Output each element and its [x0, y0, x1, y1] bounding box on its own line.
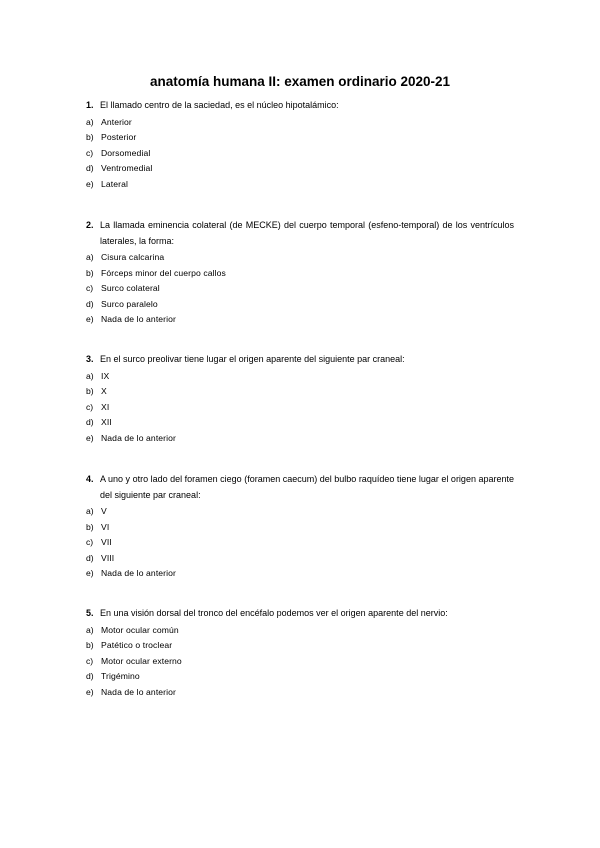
option-letter: b)	[86, 386, 94, 397]
option-text: XII	[101, 417, 112, 428]
option-c	[86, 400, 514, 416]
question-number: 5.	[86, 608, 94, 618]
option-letter: c)	[86, 401, 94, 412]
option-letter: b)	[86, 521, 94, 532]
question-stem	[86, 98, 514, 114]
option-letter: c)	[86, 283, 94, 294]
question-text: La llamada eminencia colateral (de MECKE) del cuerpo temporal (esfeno-temporal) de los ventrículos laterales, la forma:	[100, 220, 514, 246]
option-text: VIII	[101, 552, 115, 563]
option-b	[86, 266, 514, 282]
option-c	[86, 146, 514, 162]
question-2	[86, 218, 514, 328]
options-list	[86, 369, 514, 447]
option-text: Surco paralelo	[101, 298, 158, 309]
question-stem	[86, 352, 514, 368]
option-text: Cisura calcarina	[101, 252, 165, 262]
options-list	[86, 250, 514, 328]
option-text: Nada de lo anterior	[101, 314, 176, 325]
option-letter: a)	[86, 116, 94, 127]
option-letter: c)	[86, 655, 94, 666]
option-c	[86, 281, 514, 297]
option-letter: d)	[86, 163, 94, 174]
option-letter: c)	[86, 537, 94, 548]
option-text: Anterior	[101, 116, 132, 127]
question-5	[86, 606, 514, 700]
option-text: Motor ocular común	[101, 624, 179, 635]
option-a	[86, 115, 514, 131]
option-b	[86, 638, 514, 654]
option-text: Nada de lo anterior	[101, 432, 176, 443]
option-text: Nada de lo anterior	[101, 686, 176, 697]
option-letter: e)	[86, 568, 94, 579]
option-d	[86, 551, 514, 567]
option-a	[86, 504, 514, 520]
option-e	[86, 177, 514, 193]
option-letter: d)	[86, 552, 94, 563]
options-list	[86, 504, 514, 582]
option-letter: b)	[86, 267, 94, 278]
option-text: Nada de lo anterior	[101, 568, 176, 579]
question-number: 4.	[86, 474, 94, 484]
option-text: Motor ocular externo	[101, 655, 182, 666]
option-text: Fórceps minor del cuerpo callos	[101, 267, 226, 278]
option-text: Trigémino	[101, 671, 140, 682]
question-1	[86, 98, 514, 192]
option-text: Lateral	[101, 178, 128, 189]
question-stem	[86, 218, 514, 249]
option-b	[86, 384, 514, 400]
option-e	[86, 431, 514, 447]
option-b	[86, 520, 514, 536]
option-text: VII	[101, 537, 112, 548]
option-letter: d)	[86, 671, 94, 682]
option-d	[86, 161, 514, 177]
question-text: En una visión dorsal del tronco del encéfalo podemos ver el origen aparente del nervio:	[100, 608, 448, 618]
options-list	[86, 115, 514, 193]
option-c	[86, 535, 514, 551]
question-number: 3.	[86, 354, 94, 364]
option-letter: d)	[86, 417, 94, 428]
option-text: Patético o troclear	[101, 640, 173, 651]
option-text: Surco colateral	[101, 283, 160, 294]
option-text: VI	[101, 521, 110, 532]
option-a	[86, 623, 514, 639]
question-4	[86, 472, 514, 582]
option-d	[86, 669, 514, 685]
option-letter: b)	[86, 132, 94, 143]
question-stem	[86, 606, 514, 622]
option-letter: a)	[86, 624, 94, 635]
option-letter: c)	[86, 147, 94, 158]
option-text: V	[101, 506, 107, 516]
option-e	[86, 566, 514, 582]
question-stem	[86, 472, 514, 503]
option-d	[86, 415, 514, 431]
option-letter: b)	[86, 640, 94, 651]
option-e	[86, 312, 514, 328]
option-text: Posterior	[101, 132, 137, 143]
option-letter: e)	[86, 432, 94, 443]
page-title: anatomía humana II: examen ordinario 2020-21	[149, 74, 451, 89]
option-letter: a)	[86, 370, 94, 381]
option-letter: a)	[86, 252, 94, 262]
option-d	[86, 297, 514, 313]
option-text: XI	[101, 401, 110, 412]
question-text: En el surco preolivar tiene lugar el origen aparente del siguiente par craneal:	[100, 354, 405, 364]
option-a	[86, 369, 514, 385]
question-number: 2.	[86, 220, 94, 230]
option-letter: e)	[86, 686, 94, 697]
option-text: X	[101, 386, 107, 397]
option-letter: e)	[86, 178, 94, 189]
option-letter: a)	[86, 506, 94, 516]
option-text: IX	[101, 370, 110, 381]
question-text: A uno y otro lado del foramen ciego (foramen caecum) del bulbo raquídeo tiene lugar el origen aparente del siguiente par craneal:	[100, 474, 514, 500]
option-text: Ventromedial	[101, 163, 153, 174]
option-c	[86, 654, 514, 670]
option-letter: e)	[86, 314, 94, 325]
question-number: 1.	[86, 100, 94, 110]
option-text: Dorsomedial	[101, 147, 151, 158]
options-list	[86, 623, 514, 701]
question-3	[86, 352, 514, 446]
option-a	[86, 250, 514, 266]
option-e	[86, 685, 514, 701]
question-text: El llamado centro de la saciedad, es el núcleo hipotalámico:	[100, 100, 339, 110]
option-b	[86, 130, 514, 146]
option-letter: d)	[86, 298, 94, 309]
